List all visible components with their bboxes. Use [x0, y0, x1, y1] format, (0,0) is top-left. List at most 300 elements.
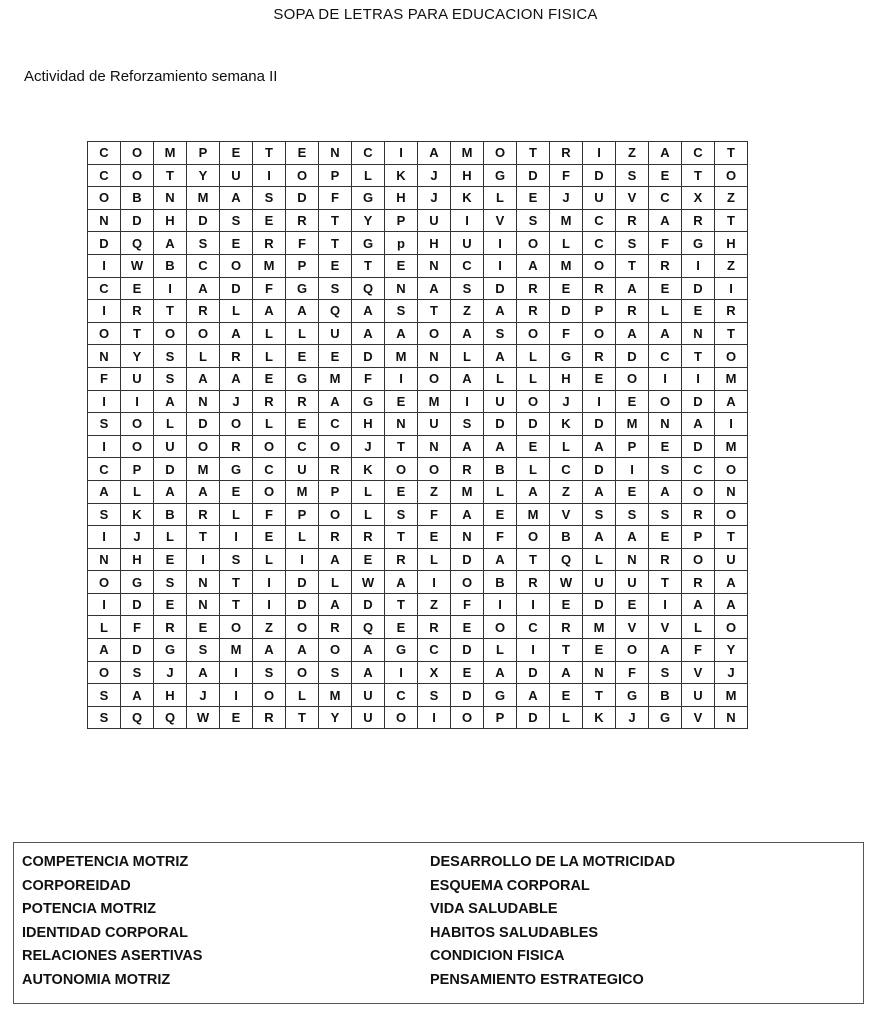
grid-cell[interactable]: O [121, 164, 154, 187]
grid-cell[interactable]: X [418, 661, 451, 684]
grid-cell[interactable]: T [154, 300, 187, 323]
grid-cell[interactable]: T [286, 706, 319, 729]
grid-cell[interactable]: T [253, 142, 286, 165]
grid-cell[interactable]: D [352, 593, 385, 616]
grid-cell[interactable]: O [649, 390, 682, 413]
grid-cell[interactable]: N [187, 390, 220, 413]
grid-cell[interactable]: Q [121, 706, 154, 729]
grid-cell[interactable]: N [715, 480, 748, 503]
grid-cell[interactable]: A [484, 548, 517, 571]
grid-cell[interactable]: O [286, 616, 319, 639]
grid-cell[interactable]: O [220, 413, 253, 436]
grid-cell[interactable]: H [715, 232, 748, 255]
grid-cell[interactable]: A [253, 639, 286, 662]
grid-cell[interactable]: G [484, 164, 517, 187]
grid-cell[interactable]: A [187, 367, 220, 390]
grid-cell[interactable]: N [682, 322, 715, 345]
grid-cell[interactable]: G [385, 639, 418, 662]
grid-cell[interactable]: D [220, 277, 253, 300]
grid-cell[interactable]: R [121, 300, 154, 323]
grid-cell[interactable]: T [385, 593, 418, 616]
grid-cell[interactable]: K [583, 706, 616, 729]
grid-cell[interactable]: E [484, 503, 517, 526]
grid-cell[interactable]: P [682, 526, 715, 549]
grid-cell[interactable]: A [187, 661, 220, 684]
grid-cell[interactable]: N [418, 254, 451, 277]
grid-cell[interactable]: O [88, 661, 121, 684]
grid-cell[interactable]: D [583, 164, 616, 187]
grid-cell[interactable]: D [187, 209, 220, 232]
grid-cell[interactable]: M [418, 390, 451, 413]
grid-cell[interactable]: A [517, 684, 550, 707]
grid-cell[interactable]: L [484, 187, 517, 210]
grid-cell[interactable]: O [220, 616, 253, 639]
grid-cell[interactable]: P [121, 458, 154, 481]
grid-cell[interactable]: O [253, 480, 286, 503]
grid-cell[interactable]: A [616, 526, 649, 549]
grid-cell[interactable]: A [451, 322, 484, 345]
grid-cell[interactable]: I [451, 209, 484, 232]
grid-cell[interactable]: H [352, 413, 385, 436]
grid-cell[interactable]: P [583, 300, 616, 323]
grid-cell[interactable]: S [121, 661, 154, 684]
grid-cell[interactable]: O [715, 503, 748, 526]
grid-cell[interactable]: W [352, 571, 385, 594]
grid-cell[interactable]: E [583, 639, 616, 662]
grid-cell[interactable]: E [253, 367, 286, 390]
grid-cell[interactable]: O [715, 458, 748, 481]
grid-cell[interactable]: I [88, 300, 121, 323]
grid-cell[interactable]: A [352, 661, 385, 684]
grid-cell[interactable]: E [319, 254, 352, 277]
grid-cell[interactable]: T [715, 322, 748, 345]
grid-cell[interactable]: E [418, 526, 451, 549]
grid-cell[interactable]: I [649, 593, 682, 616]
grid-cell[interactable]: I [385, 142, 418, 165]
grid-cell[interactable]: E [451, 616, 484, 639]
grid-cell[interactable]: S [88, 413, 121, 436]
grid-cell[interactable]: L [319, 571, 352, 594]
grid-cell[interactable]: C [550, 458, 583, 481]
grid-cell[interactable]: M [715, 684, 748, 707]
grid-cell[interactable]: S [616, 232, 649, 255]
grid-cell[interactable]: S [220, 209, 253, 232]
grid-cell[interactable]: I [385, 661, 418, 684]
grid-cell[interactable]: A [319, 593, 352, 616]
grid-cell[interactable]: U [154, 435, 187, 458]
grid-cell[interactable]: A [649, 480, 682, 503]
grid-cell[interactable]: B [154, 254, 187, 277]
grid-cell[interactable]: O [286, 164, 319, 187]
grid-cell[interactable]: I [517, 593, 550, 616]
grid-cell[interactable]: U [682, 684, 715, 707]
grid-cell[interactable]: D [583, 593, 616, 616]
grid-cell[interactable]: G [286, 277, 319, 300]
grid-cell[interactable]: I [616, 458, 649, 481]
grid-cell[interactable]: O [418, 322, 451, 345]
grid-cell[interactable]: A [352, 300, 385, 323]
grid-cell[interactable]: Q [352, 616, 385, 639]
grid-cell[interactable]: A [484, 435, 517, 458]
grid-cell[interactable]: O [385, 706, 418, 729]
grid-cell[interactable]: C [682, 458, 715, 481]
grid-cell[interactable]: T [385, 526, 418, 549]
grid-cell[interactable]: U [418, 413, 451, 436]
grid-cell[interactable]: E [583, 367, 616, 390]
grid-cell[interactable]: F [418, 503, 451, 526]
grid-cell[interactable]: O [187, 435, 220, 458]
grid-cell[interactable]: E [616, 593, 649, 616]
grid-cell[interactable]: L [649, 300, 682, 323]
grid-cell[interactable]: J [550, 187, 583, 210]
grid-cell[interactable]: G [649, 706, 682, 729]
grid-cell[interactable]: E [649, 526, 682, 549]
grid-cell[interactable]: R [220, 345, 253, 368]
grid-cell[interactable]: D [286, 187, 319, 210]
grid-cell[interactable]: R [319, 526, 352, 549]
grid-cell[interactable]: E [187, 616, 220, 639]
grid-cell[interactable]: M [550, 209, 583, 232]
grid-cell[interactable]: S [253, 661, 286, 684]
grid-cell[interactable]: L [451, 345, 484, 368]
grid-cell[interactable]: O [154, 322, 187, 345]
grid-cell[interactable]: A [649, 142, 682, 165]
grid-cell[interactable]: F [451, 593, 484, 616]
grid-cell[interactable]: R [187, 503, 220, 526]
grid-cell[interactable]: A [484, 300, 517, 323]
grid-cell[interactable]: S [649, 661, 682, 684]
grid-cell[interactable]: T [319, 232, 352, 255]
grid-cell[interactable]: E [220, 142, 253, 165]
grid-cell[interactable]: D [286, 571, 319, 594]
grid-cell[interactable]: I [121, 390, 154, 413]
grid-cell[interactable]: O [319, 435, 352, 458]
grid-cell[interactable]: U [616, 571, 649, 594]
grid-cell[interactable]: P [286, 503, 319, 526]
grid-cell[interactable]: D [583, 458, 616, 481]
grid-cell[interactable]: I [484, 232, 517, 255]
grid-cell[interactable]: S [253, 187, 286, 210]
grid-cell[interactable]: D [121, 593, 154, 616]
grid-cell[interactable]: I [286, 548, 319, 571]
grid-cell[interactable]: I [88, 390, 121, 413]
grid-cell[interactable]: J [220, 390, 253, 413]
grid-cell[interactable]: N [154, 187, 187, 210]
grid-cell[interactable]: N [88, 209, 121, 232]
grid-cell[interactable]: L [220, 503, 253, 526]
grid-cell[interactable]: G [352, 390, 385, 413]
grid-cell[interactable]: R [385, 548, 418, 571]
grid-cell[interactable]: G [352, 187, 385, 210]
grid-cell[interactable]: A [319, 548, 352, 571]
grid-cell[interactable]: E [220, 232, 253, 255]
grid-cell[interactable]: D [484, 277, 517, 300]
grid-cell[interactable]: M [319, 367, 352, 390]
grid-cell[interactable]: L [220, 300, 253, 323]
grid-cell[interactable]: S [583, 503, 616, 526]
grid-cell[interactable]: W [187, 706, 220, 729]
grid-cell[interactable]: N [88, 345, 121, 368]
grid-cell[interactable]: F [550, 164, 583, 187]
grid-cell[interactable]: G [616, 684, 649, 707]
grid-cell[interactable]: N [418, 435, 451, 458]
grid-cell[interactable]: U [451, 232, 484, 255]
grid-cell[interactable]: S [517, 209, 550, 232]
grid-cell[interactable]: A [682, 413, 715, 436]
grid-cell[interactable]: M [517, 503, 550, 526]
grid-cell[interactable]: B [484, 571, 517, 594]
grid-cell[interactable]: U [319, 322, 352, 345]
grid-cell[interactable]: M [187, 458, 220, 481]
grid-cell[interactable]: A [385, 322, 418, 345]
grid-cell[interactable]: G [550, 345, 583, 368]
grid-cell[interactable]: U [286, 458, 319, 481]
grid-cell[interactable]: L [286, 322, 319, 345]
grid-cell[interactable]: Y [187, 164, 220, 187]
grid-cell[interactable]: T [418, 300, 451, 323]
grid-cell[interactable]: M [715, 435, 748, 458]
grid-cell[interactable]: L [484, 367, 517, 390]
grid-cell[interactable]: T [220, 593, 253, 616]
grid-cell[interactable]: O [418, 367, 451, 390]
grid-cell[interactable]: E [286, 413, 319, 436]
grid-cell[interactable]: Z [253, 616, 286, 639]
grid-cell[interactable]: T [220, 571, 253, 594]
grid-cell[interactable]: O [88, 322, 121, 345]
grid-cell[interactable]: F [88, 367, 121, 390]
grid-cell[interactable]: O [286, 661, 319, 684]
grid-cell[interactable]: B [154, 503, 187, 526]
grid-cell[interactable]: A [154, 390, 187, 413]
grid-cell[interactable]: O [616, 367, 649, 390]
grid-cell[interactable]: O [715, 345, 748, 368]
grid-cell[interactable]: Y [319, 706, 352, 729]
grid-cell[interactable]: L [517, 367, 550, 390]
grid-cell[interactable]: L [253, 322, 286, 345]
grid-cell[interactable]: R [286, 209, 319, 232]
grid-cell[interactable]: A [319, 390, 352, 413]
grid-cell[interactable]: E [385, 390, 418, 413]
grid-cell[interactable]: R [451, 458, 484, 481]
grid-cell[interactable]: S [418, 684, 451, 707]
grid-cell[interactable]: F [550, 322, 583, 345]
grid-cell[interactable]: O [517, 232, 550, 255]
grid-cell[interactable]: T [715, 526, 748, 549]
grid-cell[interactable]: K [385, 164, 418, 187]
grid-cell[interactable]: C [319, 413, 352, 436]
grid-cell[interactable]: O [517, 322, 550, 345]
grid-cell[interactable]: L [352, 480, 385, 503]
grid-cell[interactable]: R [583, 277, 616, 300]
grid-cell[interactable]: L [484, 639, 517, 662]
grid-cell[interactable]: C [88, 458, 121, 481]
grid-cell[interactable]: T [616, 254, 649, 277]
grid-cell[interactable]: O [682, 548, 715, 571]
grid-cell[interactable]: E [385, 616, 418, 639]
grid-cell[interactable]: G [154, 639, 187, 662]
grid-cell[interactable]: E [286, 345, 319, 368]
grid-cell[interactable]: C [682, 142, 715, 165]
grid-cell[interactable]: A [220, 187, 253, 210]
grid-cell[interactable]: K [451, 187, 484, 210]
grid-cell[interactable]: M [220, 639, 253, 662]
grid-cell[interactable]: I [220, 661, 253, 684]
grid-cell[interactable]: E [649, 164, 682, 187]
grid-cell[interactable]: O [583, 254, 616, 277]
grid-cell[interactable]: A [715, 390, 748, 413]
grid-cell[interactable]: N [649, 413, 682, 436]
grid-cell[interactable]: D [682, 435, 715, 458]
grid-cell[interactable]: S [451, 277, 484, 300]
grid-cell[interactable]: L [154, 413, 187, 436]
grid-cell[interactable]: L [352, 503, 385, 526]
grid-cell[interactable]: R [682, 209, 715, 232]
grid-cell[interactable]: D [484, 413, 517, 436]
grid-cell[interactable]: L [187, 345, 220, 368]
grid-cell[interactable]: I [715, 413, 748, 436]
grid-cell[interactable]: G [121, 571, 154, 594]
grid-cell[interactable]: W [550, 571, 583, 594]
grid-cell[interactable]: M [715, 367, 748, 390]
grid-cell[interactable]: E [550, 684, 583, 707]
grid-cell[interactable]: E [154, 593, 187, 616]
grid-cell[interactable]: A [220, 367, 253, 390]
grid-cell[interactable]: D [451, 548, 484, 571]
grid-cell[interactable]: R [418, 616, 451, 639]
grid-cell[interactable]: K [550, 413, 583, 436]
grid-cell[interactable]: I [187, 548, 220, 571]
grid-cell[interactable]: R [649, 254, 682, 277]
grid-cell[interactable]: F [253, 277, 286, 300]
grid-cell[interactable]: T [715, 142, 748, 165]
grid-cell[interactable]: L [253, 413, 286, 436]
grid-cell[interactable]: A [583, 526, 616, 549]
grid-cell[interactable]: F [484, 526, 517, 549]
grid-cell[interactable]: C [253, 458, 286, 481]
grid-cell[interactable]: K [121, 503, 154, 526]
grid-cell[interactable]: I [88, 526, 121, 549]
grid-cell[interactable]: I [715, 277, 748, 300]
grid-cell[interactable]: U [352, 706, 385, 729]
grid-cell[interactable]: J [550, 390, 583, 413]
grid-cell[interactable]: O [715, 164, 748, 187]
grid-cell[interactable]: I [517, 639, 550, 662]
grid-cell[interactable]: A [88, 480, 121, 503]
grid-cell[interactable]: A [220, 322, 253, 345]
grid-cell[interactable]: E [649, 435, 682, 458]
grid-cell[interactable]: O [121, 142, 154, 165]
grid-cell[interactable]: D [550, 300, 583, 323]
grid-cell[interactable]: I [418, 571, 451, 594]
grid-cell[interactable]: E [550, 593, 583, 616]
grid-cell[interactable]: G [220, 458, 253, 481]
grid-cell[interactable]: I [253, 593, 286, 616]
grid-cell[interactable]: P [616, 435, 649, 458]
grid-cell[interactable]: U [583, 571, 616, 594]
grid-cell[interactable]: O [682, 480, 715, 503]
grid-cell[interactable]: D [517, 164, 550, 187]
grid-cell[interactable]: N [715, 706, 748, 729]
grid-cell[interactable]: P [319, 480, 352, 503]
grid-cell[interactable]: U [418, 209, 451, 232]
grid-cell[interactable]: M [550, 254, 583, 277]
grid-cell[interactable]: O [88, 571, 121, 594]
grid-cell[interactable]: A [187, 480, 220, 503]
grid-cell[interactable]: A [583, 435, 616, 458]
grid-cell[interactable]: R [583, 345, 616, 368]
grid-cell[interactable]: B [121, 187, 154, 210]
grid-cell[interactable]: D [187, 413, 220, 436]
grid-cell[interactable]: R [253, 232, 286, 255]
grid-cell[interactable]: O [451, 706, 484, 729]
grid-cell[interactable]: S [616, 164, 649, 187]
grid-cell[interactable]: A [286, 300, 319, 323]
grid-cell[interactable]: E [451, 661, 484, 684]
grid-cell[interactable]: L [286, 684, 319, 707]
grid-cell[interactable]: U [583, 187, 616, 210]
grid-cell[interactable]: P [286, 254, 319, 277]
grid-cell[interactable]: D [583, 413, 616, 436]
grid-cell[interactable]: P [319, 164, 352, 187]
grid-cell[interactable]: M [286, 480, 319, 503]
grid-cell[interactable]: A [352, 639, 385, 662]
grid-cell[interactable]: N [616, 548, 649, 571]
grid-cell[interactable]: A [187, 277, 220, 300]
grid-cell[interactable]: L [253, 548, 286, 571]
grid-cell[interactable]: A [517, 254, 550, 277]
grid-cell[interactable]: J [715, 661, 748, 684]
grid-cell[interactable]: Y [715, 639, 748, 662]
grid-cell[interactable]: O [121, 413, 154, 436]
grid-cell[interactable]: O [88, 187, 121, 210]
grid-cell[interactable]: L [154, 526, 187, 549]
grid-cell[interactable]: L [253, 345, 286, 368]
grid-cell[interactable]: S [154, 345, 187, 368]
grid-cell[interactable]: C [88, 277, 121, 300]
grid-cell[interactable]: Q [550, 548, 583, 571]
grid-cell[interactable]: T [517, 548, 550, 571]
grid-cell[interactable]: M [451, 480, 484, 503]
grid-cell[interactable]: H [418, 232, 451, 255]
grid-cell[interactable]: E [286, 142, 319, 165]
grid-cell[interactable]: S [649, 503, 682, 526]
grid-cell[interactable]: M [319, 684, 352, 707]
grid-cell[interactable]: I [88, 435, 121, 458]
grid-cell[interactable]: S [319, 661, 352, 684]
grid-cell[interactable]: M [451, 142, 484, 165]
grid-cell[interactable]: R [682, 503, 715, 526]
grid-cell[interactable]: R [517, 571, 550, 594]
grid-cell[interactable]: Z [418, 593, 451, 616]
grid-cell[interactable]: B [484, 458, 517, 481]
grid-cell[interactable]: F [352, 367, 385, 390]
grid-cell[interactable]: E [385, 254, 418, 277]
grid-cell[interactable]: A [451, 367, 484, 390]
grid-cell[interactable]: X [682, 187, 715, 210]
grid-cell[interactable]: O [121, 435, 154, 458]
grid-cell[interactable]: U [352, 684, 385, 707]
grid-cell[interactable]: S [484, 322, 517, 345]
grid-cell[interactable]: V [616, 616, 649, 639]
grid-cell[interactable]: R [220, 435, 253, 458]
grid-cell[interactable]: E [616, 480, 649, 503]
grid-cell[interactable]: I [88, 593, 121, 616]
grid-cell[interactable]: D [616, 345, 649, 368]
grid-cell[interactable]: Z [616, 142, 649, 165]
grid-cell[interactable]: E [253, 209, 286, 232]
grid-cell[interactable]: D [682, 277, 715, 300]
grid-cell[interactable]: E [517, 435, 550, 458]
